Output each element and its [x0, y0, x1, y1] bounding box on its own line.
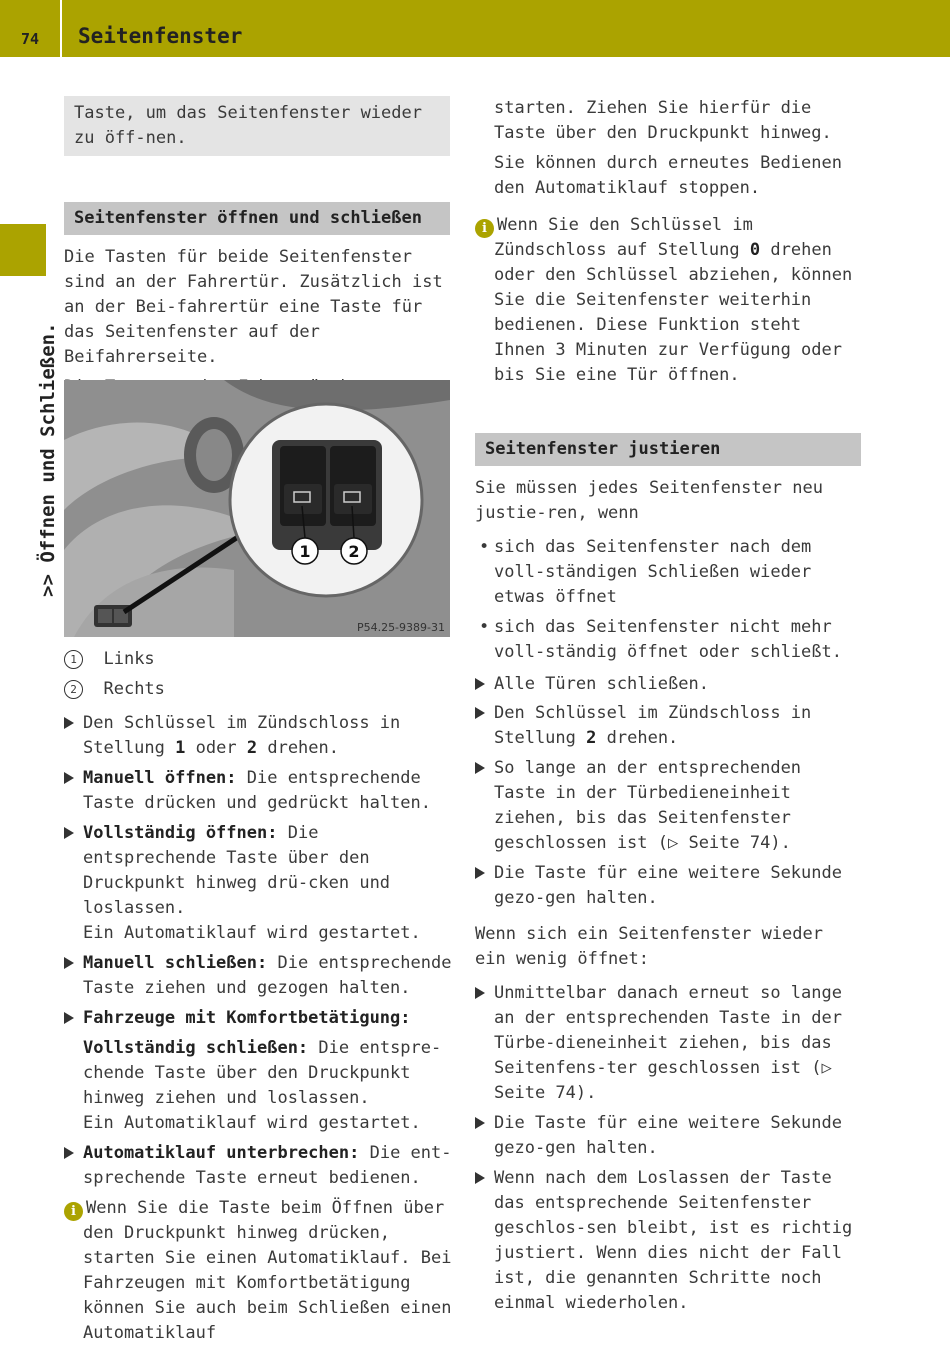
left-column [64, 96, 450, 425]
triangle-bullet-icon [64, 827, 74, 839]
step-item: Unmittelbar danach erneut so lange an der entsprechenden Taste in der Türbe-dieneinheit ziehen, bis das Seitenfens-ter geschlossen ist (▷ Seite 74). [475, 981, 861, 1106]
triangle-bullet-icon [64, 772, 74, 784]
legend-number: 1 [64, 650, 83, 669]
section-heading: Seitenfenster justieren [475, 433, 861, 466]
legend-item: 2 Rechts [64, 677, 452, 702]
paragraph: Sie müssen jedes Seitenfenster neu justie-ren, wenn [475, 478, 823, 523]
info-icon: i [475, 219, 494, 238]
info-icon: i [64, 1202, 83, 1221]
paragraph: starten. Ziehen Sie hierfür die Taste über den Druckpunkt hinweg. [494, 98, 832, 143]
step-item: Fahrzeuge mit Komfortbetätigung: [64, 1006, 452, 1031]
continued-box: Taste, um das Seitenfenster wieder zu öff-nen. [64, 96, 450, 156]
page-title: Seitenfenster [78, 24, 243, 48]
bullet-dot-icon: • [479, 617, 490, 637]
step-item: Alle Türen schließen. [475, 672, 861, 697]
step-item: Vollständig öffnen: Die entsprechende Taste über den Druckpunkt hinweg drü-cken und loslassen. Ein Automatiklauf wird gestartet. [64, 821, 452, 946]
section-heading: Seitenfenster öffnen und schließen [64, 202, 450, 235]
right-column [475, 96, 861, 1316]
step-subitem: Vollständig schließen: Die entspre-chende Taste über den Druckpunkt hinweg ziehen und loslassen. Ein Automatiklauf wird gestartet. [83, 1038, 442, 1133]
step-item: Die Taste für eine weitere Sekunde gezo-gen halten. [475, 1111, 861, 1161]
legend-number: 2 [64, 680, 83, 699]
step-item: So lange an der entsprechenden Taste in der Türbedieneinheit ziehen, bis das Seitenfenster geschlossen ist (▷ Seite 74). [475, 756, 861, 856]
step-item: Den Schlüssel im Zündschloss in Stellung 1 oder 2 drehen. [64, 711, 452, 761]
triangle-bullet-icon [475, 1117, 485, 1129]
paragraph: Wenn sich ein Seitenfenster wieder ein wenig öffnet: [475, 924, 823, 969]
callout-2: 2 [348, 542, 360, 561]
step-item: Die Taste für eine weitere Sekunde gezo-gen halten. [475, 861, 861, 911]
triangle-bullet-icon [64, 717, 74, 729]
triangle-bullet-icon [64, 1012, 74, 1024]
triangle-bullet-icon [64, 1147, 74, 1159]
bullet-dot-icon: • [479, 537, 490, 557]
door-switch-photo [64, 380, 450, 637]
paragraph: Sie können durch erneutes Bedienen den Automatiklauf stoppen. [494, 153, 842, 198]
triangle-bullet-icon [475, 762, 485, 774]
legend-item: 1 Links [64, 647, 452, 672]
step-item: Manuell schließen: Die entsprechende Taste ziehen und gezogen halten. [64, 951, 452, 1001]
triangle-bullet-icon [475, 678, 485, 690]
section-marker [0, 224, 46, 276]
step-item: Wenn nach dem Loslassen der Taste das entsprechende Seitenfenster geschlos-sen bleibt, ist es richtig justiert. Wenn dies nicht der Fall ist, die genannten Schritte noch einmal wiederholen. [475, 1166, 861, 1316]
step-item: Den Schlüssel im Zündschloss in Stellung 2 drehen. [475, 701, 861, 751]
step-item: Automatiklauf unterbrechen: Die ent-sprechende Taste erneut bedienen. [64, 1141, 452, 1191]
triangle-bullet-icon [475, 1172, 485, 1184]
step-item: Manuell öffnen: Die entsprechende Taste drücken und gedrückt halten. [64, 766, 452, 816]
page-number: 74 [0, 0, 62, 57]
triangle-bullet-icon [475, 707, 485, 719]
side-tab-label: >> Öffnen und Schließen. [37, 322, 59, 597]
triangle-bullet-icon [475, 867, 485, 879]
dot-item: • sich das Seitenfenster nach dem voll-ständigen Schließen wieder etwas öffnet [479, 537, 812, 607]
dot-item: • sich das Seitenfenster nicht mehr voll-ständig öffnet oder schließt. [479, 617, 842, 662]
left-column-lower [64, 647, 452, 1346]
info-note: i Wenn Sie die Taste beim Öffnen über den Druckpunkt hinweg drücken, starten Sie einen Automatiklauf. Bei Fahrzeugen mit Komfortbetätigung können Sie auch beim Schließen einen Automatiklauf [64, 1196, 452, 1346]
figure-code: P54.25-9389-31 [356, 621, 445, 634]
triangle-bullet-icon [64, 957, 74, 969]
triangle-bullet-icon [475, 987, 485, 999]
paragraph: Die Tasten für beide Seitenfenster sind an der Fahrertür. Zusätzlich ist an der Bei-fahrertür eine Taste für das Seitenfenster auf der Beifahrerseite. [64, 247, 443, 367]
info-note: i Wenn Sie den Schlüssel im Zündschloss auf Stellung 0 drehen oder den Schlüssel abziehen, können Sie die Seitenfenster weiterhin bedienen. Diese Funktion steht Ihnen 3 Minuten zur Verfügung oder bis Sie eine Tür öffnen. [475, 213, 861, 388]
callout-1: 1 [299, 542, 311, 561]
